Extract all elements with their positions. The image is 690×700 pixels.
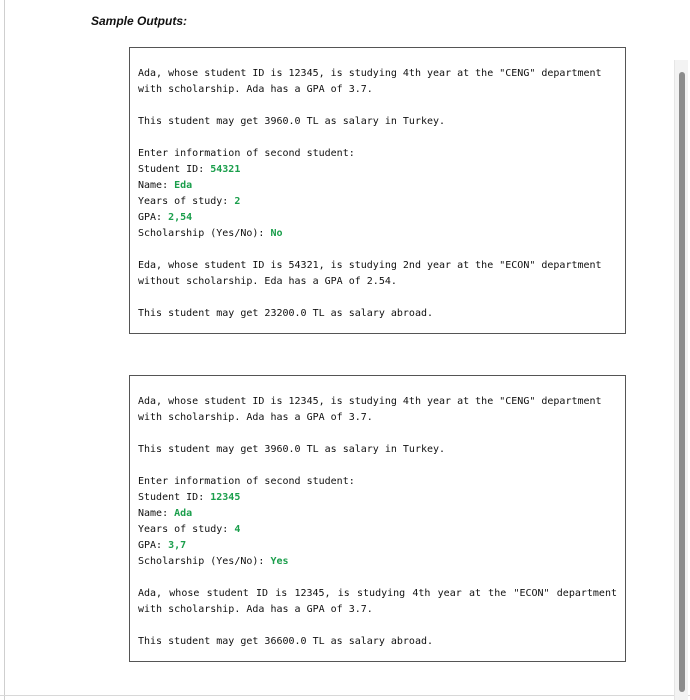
sample-output-box-2 <box>129 375 626 662</box>
scholarship-value: Yes <box>270 556 289 567</box>
gpa-value: 3,7 <box>168 540 187 551</box>
years-label: Years of study: <box>138 196 235 207</box>
gpa-line <box>138 538 617 554</box>
first-student-salary: This student may get 3960.0 TL as salary in Turkey. <box>138 116 446 127</box>
scrollbar-thumb[interactable] <box>679 72 685 692</box>
student-id-value: 12345 <box>210 492 241 503</box>
page-left-border <box>4 0 5 700</box>
name-value: Ada <box>174 508 193 519</box>
first-student-summary: Ada, whose student ID is 12345, is studying 4th year at the "CENG" department with scholarship. Ada has a GPA of 3.7. <box>138 396 602 423</box>
name-label: Name: <box>138 508 175 519</box>
scholarship-line <box>138 554 617 570</box>
gpa-value: 2,54 <box>168 212 193 223</box>
second-student-summary: Ada, whose student ID is 12345, is studying 4th year at the "ECON" department with scholarship. Ada has a GPA of 3.7. <box>138 588 617 615</box>
page-bottom-border <box>0 695 690 696</box>
student-id-line <box>138 162 617 178</box>
second-student-salary: This student may get 23200.0 TL as salary abroad. <box>138 308 434 319</box>
console-output <box>138 66 617 322</box>
years-line <box>138 194 617 210</box>
scholarship-label: Scholarship (Yes/No): <box>138 556 271 567</box>
sample-output-box-1 <box>129 47 626 334</box>
gpa-label: GPA: <box>138 540 169 551</box>
input-prompt: Enter information of second student: <box>138 476 355 487</box>
gpa-line <box>138 210 617 226</box>
input-prompt: Enter information of second student: <box>138 148 355 159</box>
student-id-line <box>138 490 617 506</box>
section-heading: Sample Outputs: <box>91 14 188 28</box>
first-student-salary: This student may get 3960.0 TL as salary in Turkey. <box>138 444 446 455</box>
gpa-label: GPA: <box>138 212 169 223</box>
years-value: 4 <box>234 524 241 535</box>
years-line <box>138 522 617 538</box>
name-value: Eda <box>174 180 193 191</box>
name-line <box>138 506 617 522</box>
years-value: 2 <box>234 196 241 207</box>
scholarship-label: Scholarship (Yes/No): <box>138 228 271 239</box>
scholarship-line <box>138 226 617 242</box>
scholarship-value: No <box>270 228 283 239</box>
student-id-label: Student ID: <box>138 492 211 503</box>
second-student-summary: Eda, whose student ID is 54321, is studying 2nd year at the "ECON" department without scholarship. Eda has a GPA of 2.54. <box>138 260 602 287</box>
student-id-value: 54321 <box>210 164 241 175</box>
second-student-salary: This student may get 36600.0 TL as salary abroad. <box>138 636 434 647</box>
first-student-summary: Ada, whose student ID is 12345, is studying 4th year at the "CENG" department with scholarship. Ada has a GPA of 3.7. <box>138 68 602 95</box>
console-output <box>138 394 617 650</box>
student-id-label: Student ID: <box>138 164 211 175</box>
name-line <box>138 178 617 194</box>
name-label: Name: <box>138 180 175 191</box>
years-label: Years of study: <box>138 524 235 535</box>
